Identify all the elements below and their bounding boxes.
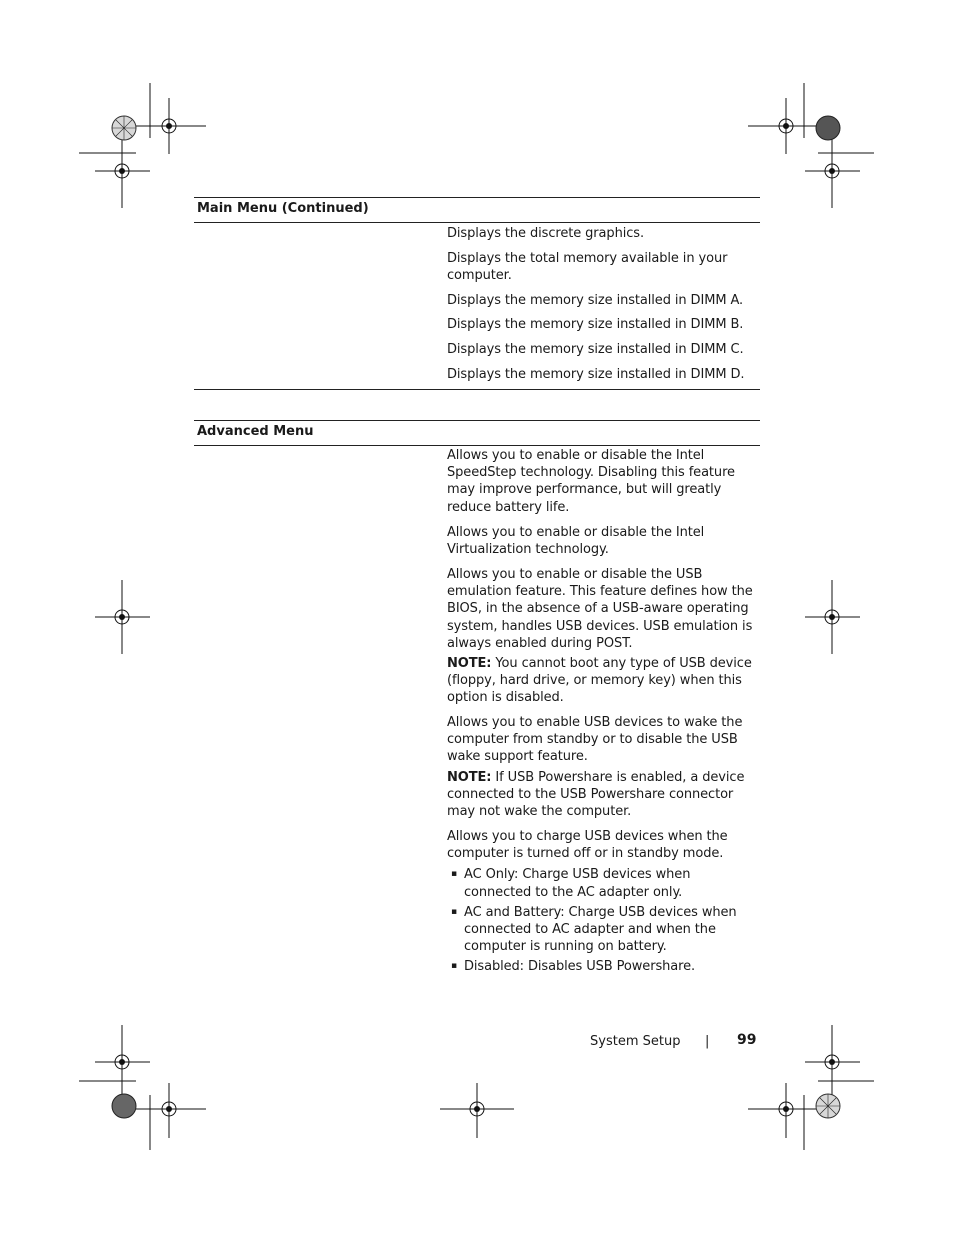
note-label: NOTE:	[447, 769, 492, 785]
main-menu-row-total-memory: Displays the total memory available in your computer.	[447, 251, 728, 284]
usb-emulation-text: Allows you to enable or disable the USB emulation feature. This feature defines how the BIOS, in the absence of a USB-aware operating system, handles USB devices. USB emulation is always enabled during POST.	[447, 567, 753, 651]
list-item: ▪ AC Only: Charge USB devices when connected to the AC adapter only.	[447, 866, 759, 900]
main-menu-row-dimm-b: Displays the memory size installed in DIMM B.	[447, 317, 744, 332]
main-menu-row-dimm-d: Displays the memory size installed in DIMM D.	[447, 367, 745, 382]
advanced-row-speedstep: Allows you to enable or disable the Intel SpeedStep technology. Disabling this feature may improve performance, but will greatly reduce battery life.	[447, 448, 735, 515]
note-text: If USB Powershare is enabled, a device connected to the USB Powershare connector may not wake the computer.	[447, 769, 745, 820]
note-label: NOTE:	[447, 656, 492, 672]
advanced-row-usb-wake	[447, 714, 759, 820]
list-item: ▪ Disabled: Disables USB Powershare.	[447, 958, 759, 975]
usb-wake-text: Allows you to enable USB devices to wake the computer from standby or to disable the USB wake support feature.	[447, 715, 743, 765]
list-item: ▪ AC and Battery: Charge USB devices when connected to AC adapter and when the computer is running on battery.	[447, 904, 759, 956]
advanced-row-virtualization: Allows you to enable or disable the Intel Virtualization technology.	[447, 525, 705, 558]
footer-section-title: System Setup	[590, 1034, 681, 1049]
table-header-rule	[194, 445, 760, 446]
advanced-row-usb-powershare	[447, 828, 759, 979]
table-top-rule	[194, 197, 760, 198]
table-header-rule	[194, 222, 760, 223]
table-top-rule	[194, 420, 760, 421]
usb-wake-note	[447, 769, 759, 821]
main-menu-heading: Main Menu (Continued)	[197, 201, 369, 216]
main-menu-row-dimm-c: Displays the memory size installed in DIMM C.	[447, 342, 744, 357]
main-menu-row-graphics: Displays the discrete graphics.	[447, 226, 644, 241]
usb-powershare-text: Allows you to charge USB devices when the computer is turned off or in standby mode.	[447, 829, 728, 862]
page-number: 99	[737, 1032, 757, 1048]
table-bottom-rule	[194, 389, 760, 390]
footer-separator: |	[705, 1034, 710, 1049]
usb-powershare-options	[447, 866, 759, 975]
usb-emulation-note	[447, 655, 759, 707]
advanced-menu-heading: Advanced Menu	[197, 424, 314, 439]
main-menu-row-dimm-a: Displays the memory size installed in DIMM A.	[447, 293, 744, 308]
advanced-row-usb-emulation	[447, 566, 759, 707]
note-text: You cannot boot any type of USB device (floppy, hard drive, or memory key) when this option is disabled.	[447, 656, 752, 706]
